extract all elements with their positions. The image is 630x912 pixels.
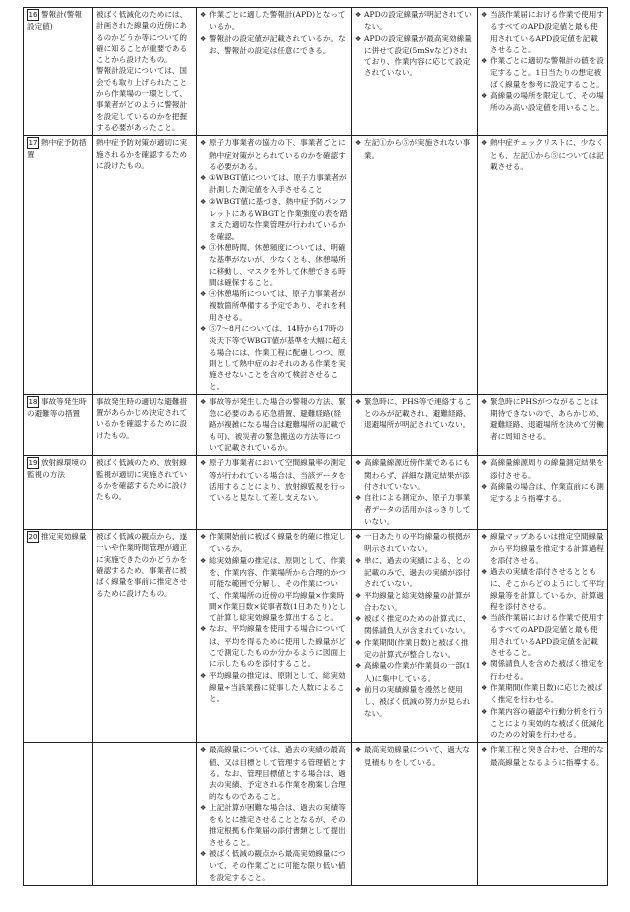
- requests-text: 緊急時にPHSがつながることは期待できないので、あらかじめ、避難経路、退避場所を決めて労働者に周知させる。: [490, 396, 604, 441]
- findings-text: 前月の実績線量を漫然と使用し、被ばく低減の努力が見られない。: [364, 684, 471, 718]
- diamond-bullet-icon: ❖: [200, 533, 207, 542]
- diamond-bullet-icon: ❖: [481, 459, 488, 468]
- diamond-bullet-icon: ❖: [481, 746, 488, 755]
- points-entry: [200, 555, 348, 624]
- findings-entry: [355, 613, 474, 637]
- points-entry: [200, 744, 348, 801]
- points-text: ①WBGT値については、原子力事業者が計測した測定値を入手させること: [209, 173, 347, 195]
- diamond-bullet-icon: ❖: [481, 11, 488, 19]
- table-row: [24, 456, 608, 530]
- requests-cell: [478, 530, 608, 743]
- points-text: 平均線量の推定は、原則として、総実効線量÷当該業務に従事した人数によること。: [209, 670, 346, 704]
- findings-entry: [355, 33, 474, 79]
- points-entry: [200, 457, 348, 503]
- points-entry: [200, 172, 348, 196]
- findings-entry: [355, 396, 474, 431]
- table-row: [24, 394, 608, 455]
- purpose-cell: [93, 136, 197, 395]
- diamond-bullet-icon: ❖: [355, 615, 362, 624]
- requests-text: 関係請負人を含めた被ばく推定を行わせる。: [490, 659, 604, 681]
- diamond-bullet-icon: ❖: [200, 803, 207, 812]
- points-cell: [197, 8, 352, 136]
- purpose-cell: [93, 8, 197, 136]
- findings-text: APDの設定線量が明記されていない。: [364, 10, 472, 32]
- points-cell: [197, 530, 352, 743]
- findings-cell: [352, 394, 478, 455]
- findings-entry: [355, 457, 474, 492]
- findings-cell: [352, 456, 478, 530]
- requests-cell: [478, 8, 608, 136]
- points-text: 作業ごとに適した警報計(APD)となっているか。: [209, 10, 346, 32]
- points-text: ②WBGT値に基づき、熱中症予防パンフレットにあるWBGTと作業強度の表を踏まえた適切な作業管理が行われているかを確認。: [209, 196, 348, 241]
- requests-entry: [481, 55, 604, 90]
- item-cell: [24, 394, 93, 455]
- findings-text: 被ばく推定のための計算式に、関係請負人が含まれていない。: [364, 614, 471, 636]
- requests-cell: [478, 136, 608, 395]
- item-title: 放射線環境の監視の方法: [27, 458, 87, 480]
- requests-cell: [478, 743, 608, 886]
- diamond-bullet-icon: ❖: [200, 197, 207, 206]
- diamond-bullet-icon: ❖: [481, 57, 488, 66]
- requests-entry: [481, 658, 604, 682]
- diamond-bullet-icon: ❖: [481, 92, 488, 101]
- points-text: ③休憩時間、休憩頻度については、明確な基準がないが、少なくとも、休憩場所に移動し、マスクを外して休憩できる時間は確保すること。: [209, 242, 346, 287]
- purpose-text: 被ばく低減の観点から、遂一いや作業時間管理が適正に実施できたのかどうかを確認するため、事業者に被ばく線量を事前に推定させるために設けたもの。: [96, 532, 188, 598]
- diamond-bullet-icon: ❖: [200, 556, 207, 565]
- findings-text: 高線量線源近傍作業であるにも関わらず、詳細な測定結果が添付されていない。: [364, 458, 471, 491]
- item-title: 推定実効線量: [41, 532, 87, 542]
- findings-entry: [355, 744, 474, 768]
- diamond-bullet-icon: ❖: [200, 459, 207, 468]
- diamond-bullet-icon: ❖: [200, 290, 207, 299]
- purpose-text: 被ばく低減化のためには、計画された線量の近傍にあるのかどうか等について的確に知ることが重要であることから設けたもの。: [96, 10, 188, 65]
- diamond-bullet-icon: ❖: [355, 556, 362, 565]
- purpose-text: 事故発生時の適切な避難措置があらかじめ決定されているかを確認するために設けたもの。: [96, 396, 188, 440]
- points-entry: [200, 242, 348, 288]
- requests-text: 当該作業届における作業で使用するすべてのAPD設定値と最も使用されているAPD設定値を記載させること。: [490, 613, 604, 658]
- purpose-entry: [96, 531, 193, 599]
- purpose-text: 熱中症予防対策が適切に実施されるかを確認するために設けたもの。: [96, 138, 188, 170]
- diamond-bullet-icon: ❖: [355, 591, 362, 600]
- requests-text: 熱中症チェックリストに、少なくとも、左記①から⑤については記載させる。: [490, 138, 604, 171]
- diamond-bullet-icon: ❖: [200, 671, 207, 680]
- review-table: [23, 7, 608, 886]
- item-cell: [24, 8, 93, 136]
- requests-text: 高線量の場所を限定して、その場所のみ高い設定値を用いること。: [490, 91, 604, 113]
- purpose-entry: [96, 137, 193, 171]
- points-entry: [200, 33, 348, 57]
- findings-text: 単に、過去の実績による、との記載のみで、過去の実績が添付されていない。: [364, 555, 471, 589]
- item-title: 熱中症予防措置: [27, 138, 87, 160]
- findings-cell: [352, 530, 478, 743]
- points-cell: [197, 394, 352, 455]
- findings-entry: [355, 531, 474, 555]
- diamond-bullet-icon: ❖: [200, 397, 207, 406]
- diamond-bullet-icon: ❖: [200, 11, 207, 19]
- points-text: 作業開始前に被ばく線量を的確に推定しているか。: [209, 532, 346, 554]
- purpose-text: 警報計設定については、国会でも取り上げられたことから作業場の一環として、事業者がどのように警報計を設定しているのかを把握する必要があったこと。: [96, 66, 188, 132]
- points-text: 事故等が発生した場合の警報の方法、緊急に必要のある応急措置、避難経路(経路が複雑になる場合は避難場所の記載でも可)、被災者の緊急搬送の方法等について記載されているか。: [209, 396, 346, 452]
- findings-entry: [355, 492, 474, 527]
- table-row: [24, 8, 608, 136]
- item-title: 警報計(警報設定値): [27, 10, 82, 31]
- diamond-bullet-icon: ❖: [355, 638, 362, 647]
- findings-entry: [355, 637, 474, 661]
- findings-entry: [355, 660, 474, 684]
- diamond-bullet-icon: ❖: [200, 625, 207, 634]
- findings-entry: [355, 590, 474, 614]
- findings-entry: [355, 555, 474, 590]
- diamond-bullet-icon: ❖: [200, 325, 207, 334]
- points-text: 上記計算が困難な場合は、過去の実績等をもとに推定させることとなるが、その推定根拠も作業届の添付書類として提出させること。: [209, 802, 346, 847]
- points-entry: [200, 396, 348, 453]
- item-number: 16: [28, 11, 38, 19]
- item-number: 19: [28, 459, 38, 468]
- points-entry: [200, 323, 348, 392]
- requests-text: 当該作業届における作業で使用するすべてのAPD設定値と最も使用されているAPD設定値を記載させること。: [490, 10, 604, 54]
- diamond-bullet-icon: ❖: [481, 660, 488, 669]
- points-text: 警報計の設定値が記載されているか。なお、警報計の設定は任意にできる。: [209, 33, 346, 55]
- diamond-bullet-icon: ❖: [355, 397, 362, 406]
- requests-entry: [481, 566, 604, 612]
- points-text: 原子力事業者の協力の下、事業者ごとに熱中症対策がとられているのかを確認する必要がある。: [209, 138, 346, 171]
- requests-entry: [481, 682, 604, 706]
- points-entry: [200, 670, 348, 705]
- item-title: 事故等発生時の避難等の措置: [27, 396, 87, 418]
- purpose-cell: [93, 530, 197, 743]
- purpose-cell: [93, 456, 197, 530]
- findings-text: 作業期間(作業日数)と被ばく推定の計算式が整合しない。: [364, 637, 469, 660]
- requests-entry: [481, 481, 604, 505]
- purpose-cell: [93, 394, 197, 455]
- points-text: 被ばく低減の観点から最高実効線量について、その作業ごとに可能な限り低い値を設定すること。: [209, 849, 346, 882]
- item-cell: [24, 743, 93, 886]
- item-cell: [24, 456, 93, 530]
- diamond-bullet-icon: ❖: [355, 662, 362, 671]
- requests-text: 線量マップあるいは推定空間線量から平均線量を推定する計算過程を添付させる。: [490, 532, 604, 565]
- requests-text: 作業期間(作業日数)に応じた被ばく推定を行わせる。: [490, 682, 603, 705]
- table-row: [24, 743, 608, 886]
- diamond-bullet-icon: ❖: [481, 482, 488, 491]
- points-text: ⑤7～8月については、14時から17時の炎天下等でWBGT値が基準を大幅に超える場合には、作業工程に配慮しつつ、原則として熱中症のおそれのある作業を実施させないことを含めて検討させること。: [209, 324, 348, 391]
- requests-text: 作業工程と突き合わせ、合理的な最高線量となるように指導する。: [490, 745, 604, 767]
- diamond-bullet-icon: ❖: [481, 533, 488, 542]
- purpose-entry: [96, 65, 193, 133]
- requests-cell: [478, 456, 608, 530]
- diamond-bullet-icon: ❖: [355, 34, 362, 43]
- requests-entry: [481, 457, 604, 481]
- diamond-bullet-icon: ❖: [200, 34, 207, 43]
- points-text: なお、平均線量を使用する場合については、平均を得るために使用した線量がどこで測定したものか分かるように図面上に示したものを添付すること。: [209, 624, 346, 669]
- points-entry: [200, 137, 348, 172]
- findings-cell: [352, 743, 478, 886]
- points-entry: [200, 848, 348, 883]
- findings-text: 緊急時に、PHS等で連絡することのみが記載され、避難経路、退避場所が明記されていない。: [364, 396, 473, 430]
- findings-entry: [355, 9, 474, 33]
- diamond-bullet-icon: ❖: [481, 397, 488, 406]
- diamond-bullet-icon: ❖: [200, 139, 207, 148]
- findings-text: 最高実効線量について、過大な見積もりをしている。: [364, 745, 471, 767]
- table-row: [24, 136, 608, 395]
- points-text: ④休憩場所については、原子力事業者が複数箇所準備する予定であり、それを利用させる。: [209, 289, 346, 322]
- diamond-bullet-icon: ❖: [481, 683, 488, 692]
- diamond-bullet-icon: ❖: [200, 850, 207, 859]
- findings-cell: [352, 8, 478, 136]
- requests-entry: [481, 744, 604, 768]
- diamond-bullet-icon: ❖: [355, 746, 362, 755]
- item-number: 17: [28, 139, 38, 148]
- requests-entry: [481, 706, 604, 741]
- purpose-entry: [96, 9, 193, 65]
- diamond-bullet-icon: ❖: [481, 567, 488, 576]
- findings-text: 自社による測定か、原子力事業者データの活用かはっきりしていない。: [364, 493, 471, 526]
- points-entry: [200, 802, 348, 848]
- findings-text: 平均線量と総実効線量の計算が合わない。: [364, 590, 471, 612]
- diamond-bullet-icon: ❖: [481, 139, 488, 148]
- points-entry: [200, 531, 348, 555]
- points-cell: [197, 136, 352, 395]
- item-number: 20: [28, 533, 38, 542]
- requests-cell: [478, 394, 608, 455]
- diamond-bullet-icon: ❖: [355, 11, 362, 19]
- findings-entry: [355, 137, 474, 161]
- findings-text: 左記①から⑤が実施されない事業。: [364, 138, 471, 160]
- diamond-bullet-icon: ❖: [355, 533, 362, 542]
- points-cell: [197, 743, 352, 886]
- findings-text: 一日あたりの平均線量の根拠が明示されていない。: [364, 532, 471, 554]
- diamond-bullet-icon: ❖: [200, 243, 207, 252]
- points-entry: [200, 623, 348, 669]
- findings-text: APDの設定線量が最高実効線量に併せて設定(5mSvなど)されており、作業内容に応じて設定されていない。: [364, 33, 472, 78]
- diamond-bullet-icon: ❖: [355, 459, 362, 468]
- requests-text: 過去の実績を添付させるとともに、そこからどのようにして平均線量等を計算しているか、計算過程を添付させる。: [490, 566, 604, 611]
- purpose-entry: [96, 396, 193, 441]
- requests-text: 高線量線源周りの線量測定結果を添付させる。: [490, 458, 604, 480]
- requests-entry: [481, 531, 604, 566]
- diamond-bullet-icon: ❖: [481, 707, 488, 716]
- requests-entry: [481, 612, 604, 658]
- item-cell: [24, 136, 93, 395]
- purpose-text: 被ばく低減のため、放射線監視が適切に実施されているかを確認するために設けたもの。: [96, 458, 188, 502]
- table-row: [24, 530, 608, 743]
- purpose-cell: [93, 743, 197, 886]
- requests-entry: [481, 137, 604, 172]
- points-text: 総実効線量の推定は、原則として、作業を、作業内容、作業場所から合理的かつ可能な範囲で分解し、その作業について、作業場所の近傍の平均線量×作業時間×作業日数×従事者数(1日あたり)として計算し総実効線量を算出すること。: [209, 555, 347, 623]
- points-text: 原子力事業者において空間線量率の測定等が行われている場合は、当該データを活用することにより、放射線監視を行っていると見なして差し支えない。: [209, 458, 346, 503]
- diamond-bullet-icon: ❖: [481, 614, 488, 623]
- findings-entry: [355, 684, 474, 719]
- requests-entry: [481, 90, 604, 114]
- requests-entry: [481, 396, 604, 442]
- diamond-bullet-icon: ❖: [355, 139, 362, 148]
- requests-entry: [481, 9, 604, 55]
- diamond-bullet-icon: ❖: [200, 174, 207, 183]
- findings-cell: [352, 136, 478, 395]
- item-cell: [24, 530, 93, 743]
- requests-text: 作業ごとに適切な警報計の値を設定すること。1日当たりの想定被ばく線量を参考に設定すること。: [490, 56, 604, 89]
- purpose-entry: [96, 457, 193, 502]
- points-entry: [200, 9, 348, 33]
- diamond-bullet-icon: ❖: [355, 685, 362, 694]
- diamond-bullet-icon: ❖: [200, 746, 207, 755]
- requests-text: 高線量の場合は、作業直前にも測定するよう指導する。: [490, 481, 604, 504]
- points-entry: [200, 288, 348, 323]
- findings-text: 高線量の作業が作業員の一部(1人)に集中している。: [364, 661, 471, 683]
- review-table-body: [24, 8, 608, 886]
- points-cell: [197, 456, 352, 530]
- requests-text: 作業内容の確認や行動分析を行うことにより実効的な被ばく低減化のための対策を行わせる。: [490, 706, 604, 740]
- item-number: 18: [28, 397, 38, 406]
- diamond-bullet-icon: ❖: [355, 494, 362, 503]
- points-text: 最高線量については、過去の実績の最高値、又は目標として管理する管理値とする。なお、管理目標値とする場合は、過去の実績、予定される作業を勘案し合理的なものであること。: [209, 745, 346, 801]
- points-entry: [200, 196, 348, 242]
